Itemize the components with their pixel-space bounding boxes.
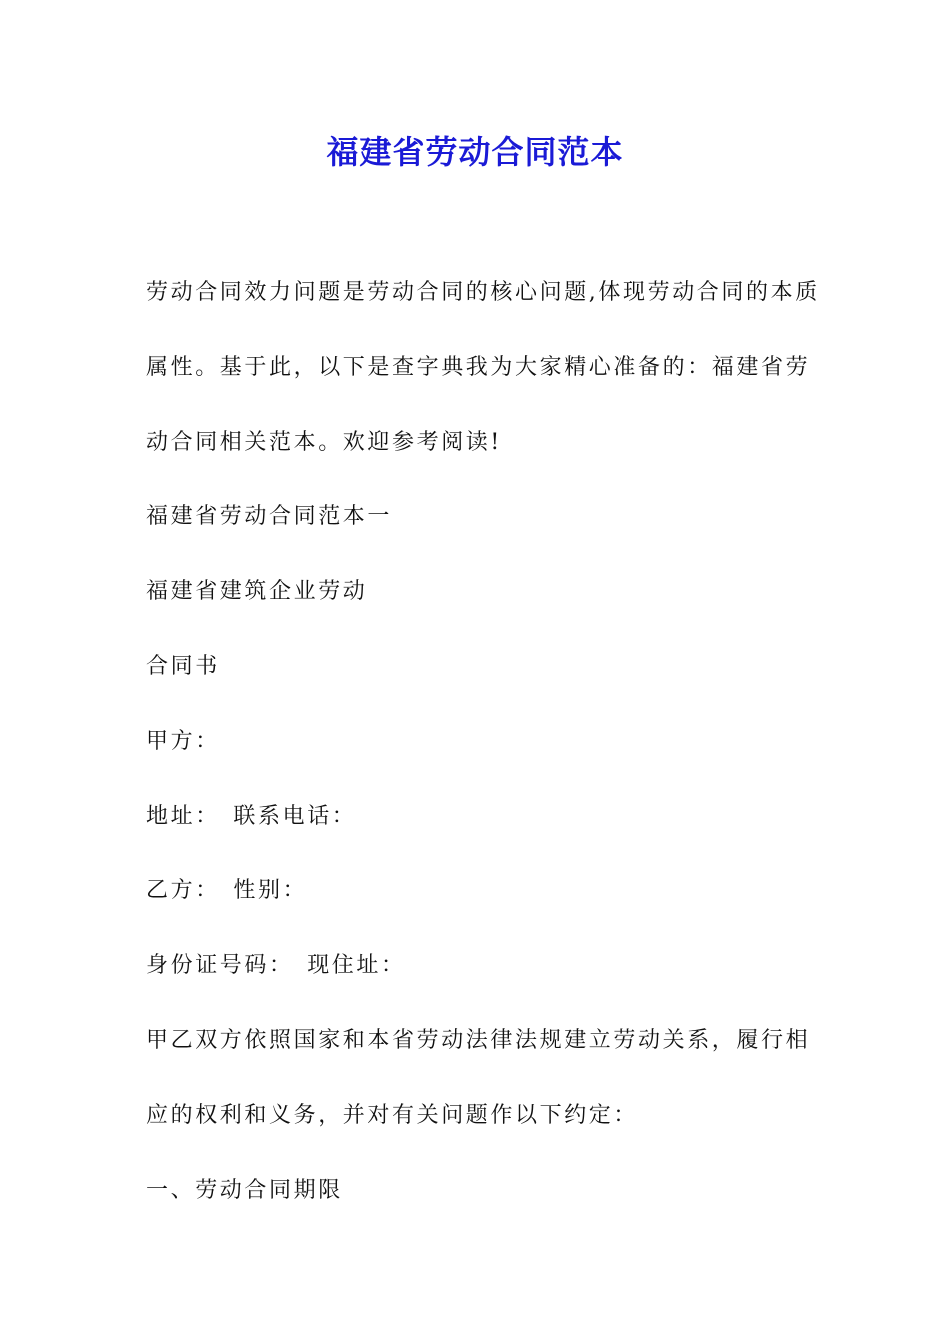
body-line: 动合同相关范本。欢迎参考阅读! <box>146 429 502 455</box>
section-heading: 福建省劳动合同范本一 <box>146 504 393 530</box>
body-line: 属性。基于此，以下是查字典我为大家精心准备的：福建省劳 <box>146 354 811 380</box>
body-line: 应的权利和义务，并对有关问题作以下约定： <box>146 1102 639 1128</box>
body-line: 劳动合同效力问题是劳动合同的核心问题,体现劳动合同的本质 <box>146 280 820 305</box>
body-line: 合同书 <box>146 653 220 679</box>
body-line: 福建省建筑企业劳动 <box>146 579 368 605</box>
id-address-label: 身份证号码： 现住址： <box>146 953 406 979</box>
body-line: 甲乙双方依照国家和本省劳动法律法规建立劳动关系，履行相 <box>146 1027 811 1053</box>
document-title: 福建省劳动合同范本 <box>326 133 624 171</box>
party-a-label: 甲方： <box>146 728 220 754</box>
address-phone-label: 地址： 联系电话： <box>146 803 357 829</box>
party-b-gender-label: 乙方： 性别： <box>146 878 308 904</box>
clause-heading: 一、劳动合同期限 <box>146 1177 343 1203</box>
document-body <box>146 256 820 1228</box>
